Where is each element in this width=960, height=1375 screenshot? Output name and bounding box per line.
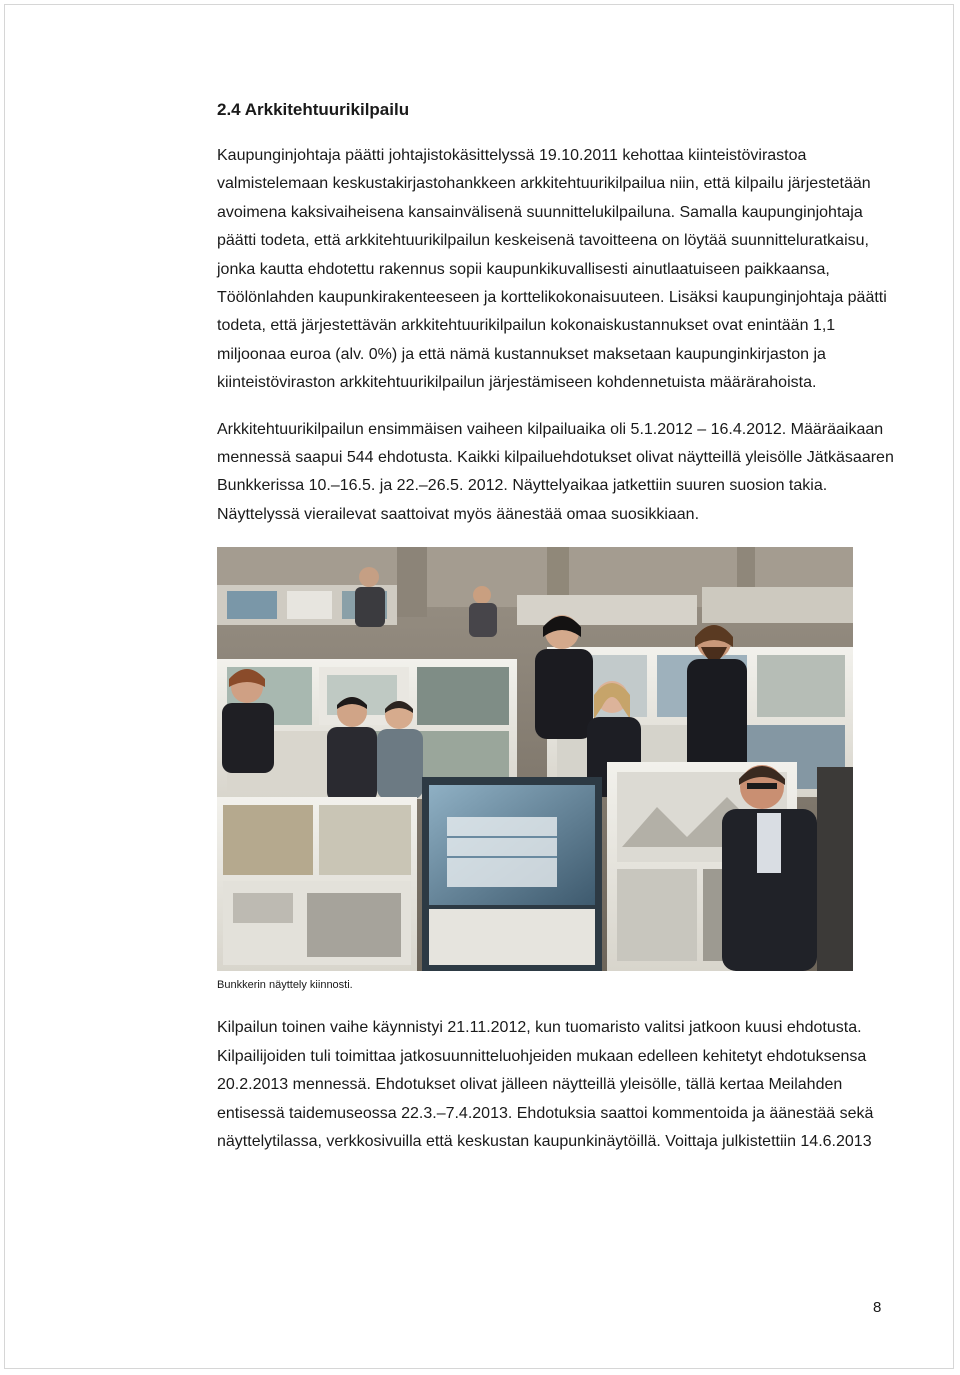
- exhibition-photo: [217, 547, 853, 971]
- exhibition-photo-illustration: [217, 547, 853, 971]
- paragraph-competition-decision: Kaupunginjohtaja päätti johtajistokäsittelyssä 19.10.2011 kehottaa kiinteistövirastoa valmistelemaan keskustakirjastohankkeen arkkitehtuurikilpailua niin, että kilpailu järjestetään avoimena kaksivaiheisena kansainvälisenä suunnittelukilpailuna. Samalla kaupunginjohtaja päätti todeta, että arkkitehtuurikilpailun keskeisenä tavoitteena on löytää suunnitteluratkaisu, jonka kautta ehdotettu rakennus sopii kaupunkikuvallisesti ainutlaatuiseen paikkaansa, Töölönlahden kaupunkirakenteeseen ja korttelikokonaisuuteen. Lisäksi kaupunginjohtaja päätti todeta, että järjestettävän arkkitehtuurikilpailun kokonaiskustannukset ovat enintään 1,1 miljoonaa euroa (alv. 0%) ja että nämä kustannukset maksetaan kaupunginkirjaston ja kiinteistöviraston arkkitehtuurikilpailun järjestämiseen kohdennetuista määrärahoista.: [217, 147, 887, 392]
- paragraph-first-stage: Arkkitehtuurikilpailun ensimmäisen vaiheen kilpailuaika oli 5.1.2012 – 16.4.2012. Määräaikaan mennessä saapui 544 ehdotusta. Kaikki kilpailuehdotukset olivat näytteillä yleisölle Jätkäsaaren Bunkkerissa 10.–16.5. ja 22.–26.5. 2012. Näyttelyaikaa jatkettiin suuren suosion takia. Näyttelyssä vierailevat saattoivat myös äänestää omaa suosikkiaan.: [217, 420, 894, 523]
- paragraph-second-stage: Kilpailun toinen vaihe käynnistyi 21.11.2012, kun tuomaristo valitsi jatkoon kuusi ehdotusta. Kilpailijoiden tuli toimittaa jatkosuunnitteluohjeiden mukaan edelleen kehitetyt ehdotuksensa 20.2.2013 mennessä. Ehdotukset olivat jälleen näytteillä yleisölle, tällä kertaa Meilahden entisessä taidemuseossa 22.3.–7.4.2013. Ehdotuksia saattoi kommentoida ja äänestää sekä näyttelytilassa, verkkosivuilla että keskustan kaupunkinäytöillä. Voittaja julkistettiin 14.6.2013: [217, 1019, 874, 1150]
- photo-caption: Bunkkerin näyttely kiinnosti.: [217, 979, 353, 992]
- page-number: 8: [873, 1299, 882, 1316]
- page-content: [217, 96, 897, 1156]
- section-heading: 2.4 Arkkitehtuurikilpailu: [217, 100, 410, 119]
